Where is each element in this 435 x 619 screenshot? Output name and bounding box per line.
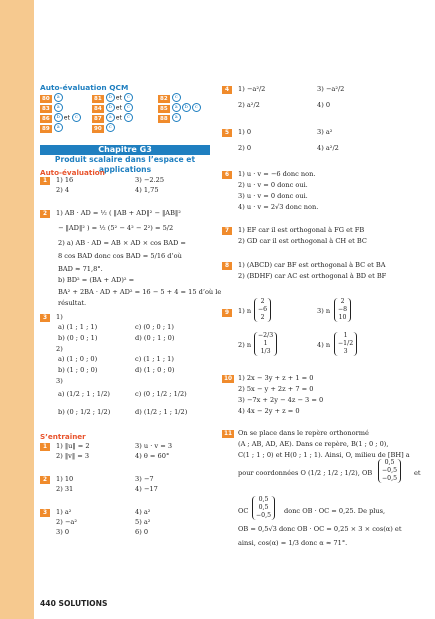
qcm-number: 86	[42, 115, 50, 122]
answer: 1) 16	[56, 176, 74, 184]
answer: 1) 2x − 3y + z + 1 = 0	[238, 374, 314, 382]
answer: 4) a²	[135, 508, 151, 516]
answer: d) (0 ; 1 ; 0)	[135, 334, 175, 342]
answer: 3) −2.25	[135, 176, 165, 184]
answer: 4) n	[317, 341, 331, 349]
exercise-number: 9	[222, 309, 232, 317]
answer: 1) EF car il est orthogonal à FG et FB	[238, 226, 365, 234]
answer: a) (1/2 ; 1 ; 1/2)	[58, 390, 110, 398]
answer: 1) 10	[56, 475, 74, 483]
qcm-number: 85	[160, 105, 168, 112]
text-line: (A ; AB, AD, AE). Dans ce repère, B(1 ; 0 ; 0),	[238, 440, 389, 448]
exercise-number: 8	[222, 262, 232, 270]
qcm-title: Auto-évaluation QCM	[40, 83, 129, 92]
answer: 3) n	[317, 307, 331, 315]
answer: 4) θ = 60°	[135, 452, 170, 460]
exercise-number: 6	[222, 171, 232, 179]
answer: b) (0 ; 1/2 ; 1/2)	[58, 408, 111, 416]
text-line: b) BD² = (BA + AD)² =	[58, 276, 135, 284]
exercise-number: 3	[40, 314, 50, 322]
answer: 4) 1,75	[135, 186, 159, 194]
answer: 4) 0	[317, 101, 331, 109]
text-line: 8 cos BAD donc cos BAD = 5/16 d’où	[58, 252, 182, 260]
vector: 0,5 −0,5 −0,5	[378, 459, 401, 483]
text-line: BAD ≈ 71,8°.	[58, 265, 103, 273]
answer: 1) (ABCD) car BF est orthogonal à BC et BA	[238, 261, 386, 269]
answer: 3) u · v = 3	[135, 442, 173, 450]
answer: 1) 0	[238, 128, 252, 136]
answer: c) (0 ; 0 ; 1)	[135, 323, 174, 331]
answer: 2) GD car il est orthogonal à CH et BC	[238, 237, 367, 245]
text-line: résultat.	[58, 299, 87, 307]
exercise-number: 3	[40, 509, 50, 517]
text-line: On se place dans le repère orthonormé	[238, 429, 369, 437]
answer: 2) 4	[56, 186, 70, 194]
exercise-number: 7	[222, 227, 232, 235]
answer: c) (0 ; 1/2 ; 1/2)	[135, 390, 187, 398]
answer: 2) (BDHF) car AC est orthogonal à BD et BF	[238, 272, 387, 280]
vector: −2/3 1 1/3	[254, 332, 277, 356]
qcm-number: 80	[42, 95, 50, 102]
qcm-number: 90	[94, 125, 102, 132]
exercise-number: 1	[40, 443, 50, 451]
answer: 4) a²/2	[317, 144, 339, 152]
answer: 5) a²	[135, 518, 151, 526]
text-line: OC	[238, 507, 249, 515]
qcm-number: 82	[160, 95, 168, 102]
entrainer-heading: S’entraîner	[40, 432, 86, 441]
text-line: donc OB · OC = 0,25. De plus,	[284, 507, 386, 515]
vector: 1 −1/2 3	[334, 332, 357, 356]
exercise-number: 1	[40, 177, 50, 185]
answer: 2) 5x − y + 2z + 7 = 0	[238, 385, 314, 393]
qcm-number: 88	[160, 115, 168, 122]
text-line: pour coordonnées O (1/2 ; 1/2 ; 1/2), OB	[238, 469, 373, 477]
page-footer: 440 SOLUTIONS	[40, 599, 108, 608]
text-line: et	[414, 469, 421, 477]
answer: 3) a²	[317, 128, 333, 136]
answer: 2) n	[238, 341, 252, 349]
answer: 3) u · v = 0 donc oui.	[238, 192, 308, 200]
qcm-number: 81	[94, 95, 102, 102]
exercise-number: 2	[40, 476, 50, 484]
exercise-9	[222, 296, 427, 366]
answer: a) (1 ; 1 ; 1)	[58, 323, 98, 331]
answer: b) (1 ; 0 ; 0)	[58, 366, 98, 374]
exercise-number: 5	[222, 129, 232, 137]
text-line: ainsi, cos(α) = 1/3 donc α ≈ 71°.	[238, 539, 348, 547]
text-line: 2) a) AB · AD = AB × AD × cos BAD =	[58, 239, 186, 247]
answer: d) (1 ; 0 ; 0)	[135, 366, 175, 374]
answer: d) (1/2 ; 1 ; 1/2)	[135, 408, 188, 416]
answer: 4) u · v = 2√3 donc non.	[238, 203, 319, 211]
text-line: − ‖AD‖² ) = ½ (5² − 4² − 2²) = 5/2	[58, 224, 174, 232]
answer: 3) −7	[135, 475, 154, 483]
answer: 2) a²/2	[238, 101, 260, 109]
exercise-number: 4	[222, 86, 232, 94]
answer: 1) n	[238, 307, 252, 315]
answer: b) (0 ; 0 ; 1)	[58, 334, 98, 342]
answer: 1) u · v = −6 donc non.	[238, 170, 316, 178]
chapter-subtitle: Produit scalaire dans l’espace et applications	[54, 155, 196, 174]
answer: 1) a²	[56, 508, 72, 516]
qcm-number: 84	[94, 105, 102, 112]
answer: 1) −a²/2	[238, 85, 266, 93]
text-line: 1) AB · AD = ½ ( ‖AB + AD‖² − ‖AB‖²	[56, 209, 181, 217]
vector: 2 −8 10	[334, 298, 351, 322]
answer: 2) 0	[238, 144, 252, 152]
answer: 2) ‖v‖ = 3	[56, 452, 90, 460]
text-line: C(1 ; 1 ; 0) et H(0 ; 1 ; 1). Ainsi, O, milieu de [BH] a	[238, 451, 410, 459]
exercise-number: 10	[223, 376, 233, 382]
text-line: OB = 0,5√3 donc OB · OC = 0,25 × 3 × cos(α) et	[238, 525, 402, 533]
text-line: BA² + 2BA · AD + AD² = 16 − 5 + 4 = 15 d’où le	[58, 288, 222, 296]
auto-eval-heading: Auto-évaluation	[40, 168, 105, 177]
page-margin-band	[0, 0, 34, 619]
answer: 2) u · v = 0 donc oui.	[238, 181, 308, 189]
answer: 2) 31	[56, 485, 74, 493]
answer: 2) −a²	[56, 518, 77, 526]
answer: 3) −7x + 2y − 4z − 3 = 0	[238, 396, 324, 404]
exercise-number: 11	[223, 431, 233, 437]
answer: c) (1 ; 1 ; 1)	[135, 355, 174, 363]
answer: 4) −17	[135, 485, 158, 493]
answer: 1) ‖u‖ = 2	[56, 442, 90, 450]
qcm-number: 87	[94, 115, 102, 122]
answer: 3) −a²/2	[317, 85, 345, 93]
qcm-number: 83	[42, 105, 50, 112]
exercise-number: 2	[40, 210, 50, 218]
answer: a) (1 ; 0 ; 0)	[58, 355, 98, 363]
answer: 6) 0	[135, 528, 149, 536]
chapter-banner: Chapitre G3	[40, 145, 210, 155]
answer: 4) 4x − 2y + z = 0	[238, 407, 300, 415]
answer: 3) 0	[56, 528, 70, 536]
vector: 2 −6 2	[254, 298, 271, 322]
vector: 0,5 0,5 −0,5	[252, 496, 275, 520]
qcm-number: 89	[42, 125, 50, 132]
